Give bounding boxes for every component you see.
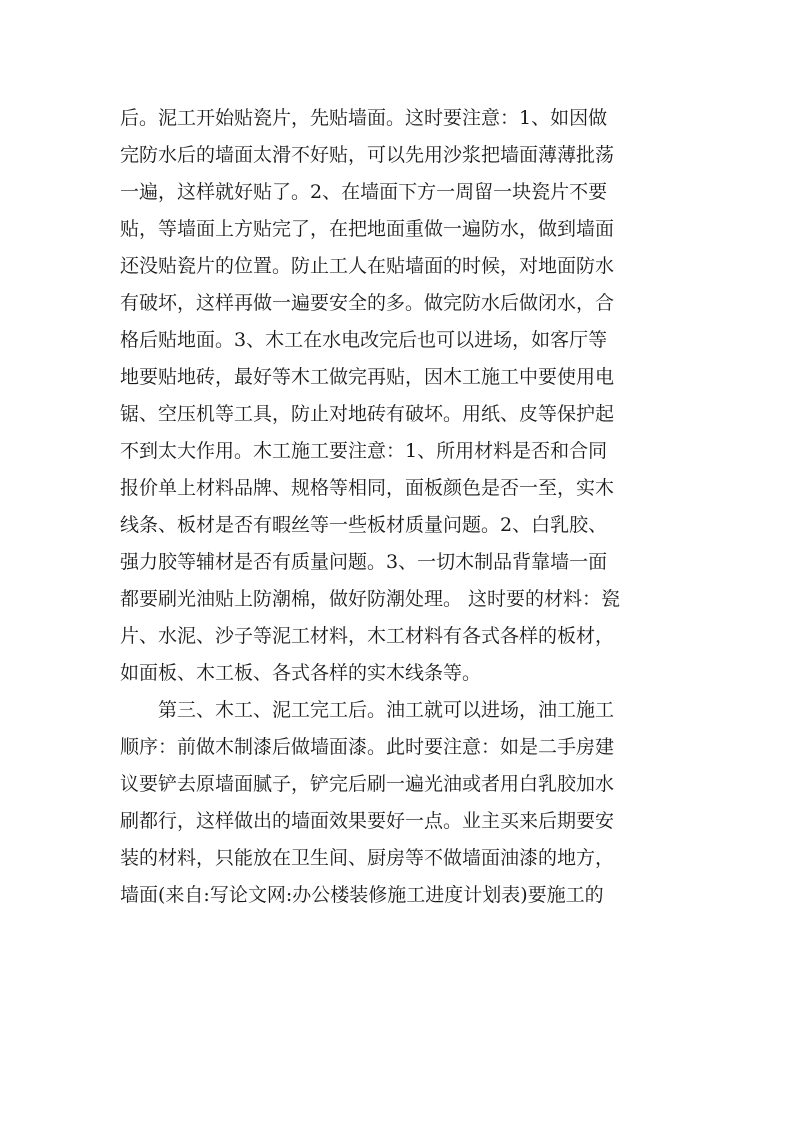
text-line: 不到太大作用。木工施工要注意：1、所用材料是否和合同	[120, 440, 608, 462]
text-line: 线条、板材是否有暇丝等一些板材质量问题。2、白乳胶、	[120, 514, 608, 536]
body-text	[120, 100, 690, 914]
text-line: 格后贴地面。3、木工在水电改完后也可以进场，如客厅等	[120, 329, 608, 351]
text-line: 墙面(来自:写论文网:办公楼装修施工进度计划表)要施工的	[120, 884, 604, 906]
text-line: 强力胶等辅材是否有质量问题。3、一切木制品背靠墙一面	[120, 551, 608, 573]
text-line: 贴，等墙面上方贴完了，在把地面重做一遍防水，做到墙面	[120, 218, 615, 240]
text-line: 后。泥工开始贴瓷片，先贴墙面。这时要注意：1、如因做	[120, 107, 608, 129]
text-line: 地要贴地砖，最好等木工做完再贴，因木工施工中要使用电	[120, 366, 615, 388]
text-line: 如面板、木工板、各式各样的实木线条等。	[120, 662, 482, 684]
text-line: 一遍，这样就好贴了。2、在墙面下方一周留一块瓷片不要	[120, 181, 608, 203]
text-line: 都要刷光油贴上防潮棉，做好防潮处理。 这时要的材料：瓷	[120, 588, 621, 610]
text-line: 还没贴瓷片的位置。防止工人在贴墙面的时候，对地面防水	[120, 255, 615, 277]
text-line: 完防水后的墙面太滑不好贴，可以先用沙浆把墙面薄薄批荡	[120, 144, 615, 166]
text-line: 有破坏，这样再做一遍要安全的多。做完防水后做闭水，合	[120, 292, 615, 314]
text-line: 刷都行，这样做出的墙面效果要好一点。业主买来后期要安	[120, 810, 615, 832]
text-line: 锯、空压机等工具，防止对地砖有破坏。用纸、皮等保护起	[120, 403, 615, 425]
text-line: 议要铲去原墙面腻子，铲完后刷一遍光油或者用白乳胶加水	[120, 773, 615, 795]
text-line: 片、水泥、沙子等泥工材料，木工材料有各式各样的板材，	[120, 625, 615, 647]
paragraph-start-line: 第三、木工、泥工完工后。油工就可以进场，油工施工	[158, 699, 615, 721]
text-line: 顺序：前做木制漆后做墙面漆。此时要注意：如是二手房建	[120, 736, 615, 758]
text-line: 装的材料，只能放在卫生间、厨房等不做墙面油漆的地方，	[120, 847, 615, 869]
text-line: 报价单上材料品牌、规格等相同，面板颜色是否一至，实木	[120, 477, 615, 499]
